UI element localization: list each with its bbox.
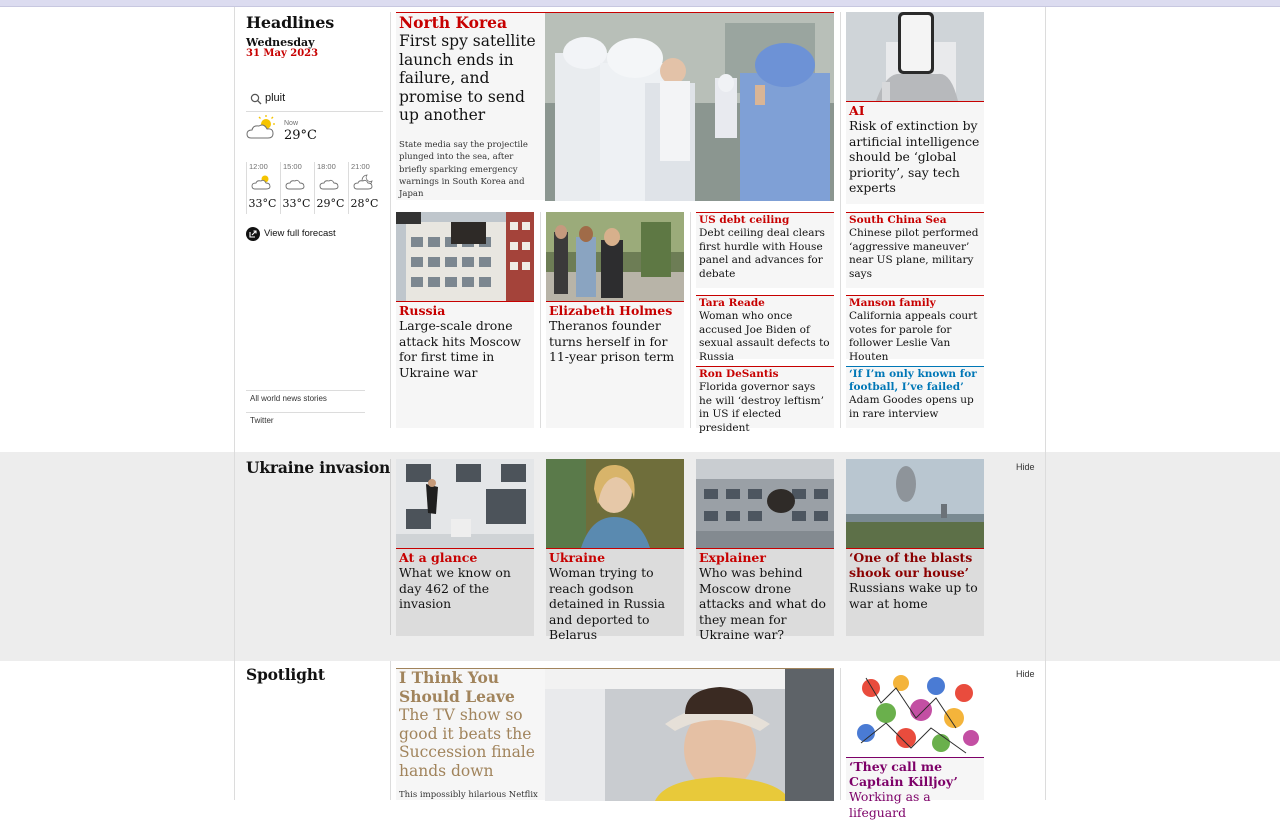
column-divider [540, 212, 541, 428]
weather-now-temp: 29°C [284, 128, 317, 143]
sun-cloud-icon [251, 173, 275, 191]
story-card-manson-family[interactable] [846, 295, 984, 363]
story-card-i-think-you-should-leave[interactable] [396, 668, 834, 800]
card-rule [546, 301, 684, 302]
story-card-russia[interactable] [396, 212, 534, 428]
section-title-ukraine: Ukraine invasion [246, 458, 391, 477]
story-headline: Florida governor says he will ‘destroy leftism’ in US if elected president [699, 381, 824, 434]
date-day: Wednesday [246, 36, 315, 49]
story-headline: What we know on day 462 of the invasion [399, 565, 511, 612]
column-divider [390, 459, 391, 635]
story-image-woman-portrait [546, 459, 684, 548]
story-card-tara-reade[interactable] [696, 295, 834, 363]
view-forecast-label: View full forecast [264, 228, 336, 239]
column-divider [390, 12, 391, 428]
column-divider [690, 212, 691, 428]
all-world-news-link[interactable]: All world news stories [246, 390, 365, 411]
story-headline: Woman trying to reach godson detained in Russia and deported to Belarus [549, 565, 666, 643]
story-headline: Risk of extinction by artificial intelligence should be ‘global priority’, say tech experts [849, 118, 980, 196]
story-card-us-debt-ceiling[interactable] [696, 212, 834, 288]
story-headline: Working as a lifeguard [849, 789, 931, 820]
column-divider [390, 661, 391, 800]
story-card-at-a-glance[interactable] [396, 459, 534, 636]
card-rule [846, 548, 984, 549]
search-icon [250, 93, 262, 105]
weather-hour-time: 12:00 [249, 162, 268, 171]
weather-hour-temp: 28°C [350, 197, 379, 210]
card-rule [846, 101, 984, 102]
weather-hour-4 [348, 162, 380, 214]
column-divider [840, 12, 841, 428]
story-headline: Adam Goodes opens up in rare interview [849, 394, 974, 420]
page-right-border [1045, 452, 1046, 661]
story-image-smoke-skyline [846, 459, 984, 548]
hide-button-ukraine[interactable]: Hide [1016, 462, 1035, 472]
story-card-ron-desantis[interactable] [696, 366, 834, 434]
spotlight-section [0, 661, 1280, 820]
story-kicker: Russia [399, 303, 446, 318]
column-divider [840, 668, 841, 800]
card-rule [396, 301, 534, 302]
story-kicker: ‘If I’m only known for football, I’ve failed’ [849, 368, 977, 393]
story-image-robot-hand [846, 12, 984, 101]
page-left-border [234, 452, 235, 661]
story-headline: Chinese pilot performed ‘aggressive maneuver’ near US plane, military says [849, 227, 979, 280]
weather-location-input[interactable] [246, 88, 383, 112]
story-image-lifeguard-illustration [846, 668, 984, 757]
weather-hour-time: 15:00 [283, 162, 302, 171]
story-kicker: US debt ceiling [699, 214, 790, 226]
external-link-icon [246, 227, 260, 241]
weather-hour-time: 18:00 [317, 162, 336, 171]
story-card-ai[interactable] [846, 12, 984, 204]
cloud-icon [285, 173, 309, 191]
story-image-climber-building [396, 459, 534, 548]
story-card-ukraine-godson[interactable] [546, 459, 684, 643]
story-card-captain-killjoy[interactable] [846, 668, 984, 820]
story-kicker: North Korea [399, 13, 508, 32]
story-image-satellite [545, 13, 834, 201]
story-headline: Debt ceiling deal clears first hurdle with House panel and advances for debate [699, 227, 825, 280]
story-headline: Woman who once accused Joe Biden of sexual assault defects to Russia [699, 310, 830, 363]
story-kicker: I Think You Should Leave [399, 668, 515, 706]
weather-hourly [246, 162, 383, 214]
story-card-adam-goodes[interactable] [846, 366, 984, 428]
date-full: 31 May 2023 [246, 48, 319, 59]
weather-hour-temp: 33°C [282, 197, 311, 210]
hide-button-spotlight[interactable]: Hide [1016, 669, 1035, 679]
story-image-woman-in-car [545, 669, 834, 801]
weather-hour-temp: 33°C [248, 197, 277, 210]
story-kicker: Explainer [699, 550, 766, 565]
weather-hour-time: 21:00 [351, 162, 370, 171]
story-kicker: Tara Reade [699, 297, 765, 309]
card-rule [846, 757, 984, 758]
story-kicker: South China Sea [849, 214, 947, 226]
story-card-blasts-shook-house[interactable] [846, 459, 984, 636]
story-image-damaged-building [396, 212, 534, 301]
story-kicker: Manson family [849, 297, 936, 309]
moon-cloud-icon [353, 173, 377, 191]
card-rule [396, 548, 534, 549]
story-kicker: Ron DeSantis [699, 368, 779, 380]
story-kicker: Ukraine [549, 550, 606, 565]
story-image-moscow-building [696, 459, 834, 548]
twitter-link[interactable]: Twitter [246, 412, 365, 433]
sun-cloud-icon [246, 114, 280, 142]
story-headline: First spy satellite launch ends in failure, and promise to send up another [399, 32, 536, 124]
weather-hour-2 [280, 162, 312, 214]
story-image-holmes [546, 212, 684, 301]
story-card-explainer-drones[interactable] [696, 459, 834, 643]
story-standfirst: This impossibly hilarious Netflix [399, 790, 538, 800]
weather-hour-3 [314, 162, 346, 214]
story-kicker: Elizabeth Holmes [549, 303, 673, 318]
story-kicker: AI [849, 103, 865, 118]
story-headline: Who was behind Moscow drone attacks and what do they mean for Ukraine war? [699, 565, 826, 643]
story-headline: Large-scale drone attack hits Moscow for first time in Ukraine war [399, 318, 521, 380]
card-rule [696, 548, 834, 549]
story-card-north-korea[interactable] [396, 12, 834, 200]
weather-hour-temp: 29°C [316, 197, 345, 210]
story-headline: Russians wake up to war at home [849, 580, 978, 611]
card-rule [546, 548, 684, 549]
story-kicker: At a glance [399, 550, 478, 565]
story-kicker: ‘One of the blasts shook our house’ [849, 550, 973, 580]
weather-now-label: Now [284, 120, 299, 127]
section-title-headlines: Headlines [246, 13, 335, 32]
weather-location-text: pluit [265, 92, 286, 104]
story-kicker: ‘They call me Captain Killjoy’ [849, 759, 958, 789]
browser-top-strip [0, 0, 1280, 7]
story-headline: The TV show so good it beats the Succession finale hands down [399, 706, 535, 780]
cloud-icon [319, 173, 343, 191]
story-standfirst: State media say the projectile plunged into the sea, after briefly sparking emergency warnings in South Korea and Japan [399, 140, 528, 200]
story-card-south-china-sea[interactable] [846, 212, 984, 288]
ukraine-section [0, 452, 1280, 661]
weather-hour-1 [246, 162, 278, 214]
section-title-spotlight: Spotlight [246, 665, 325, 684]
story-headline: California appeals court votes for parole for follower Leslie Van Houten [849, 310, 978, 363]
story-headline: Theranos founder turns herself in for 11-year prison term [549, 318, 675, 365]
story-card-elizabeth-holmes[interactable] [546, 212, 684, 428]
